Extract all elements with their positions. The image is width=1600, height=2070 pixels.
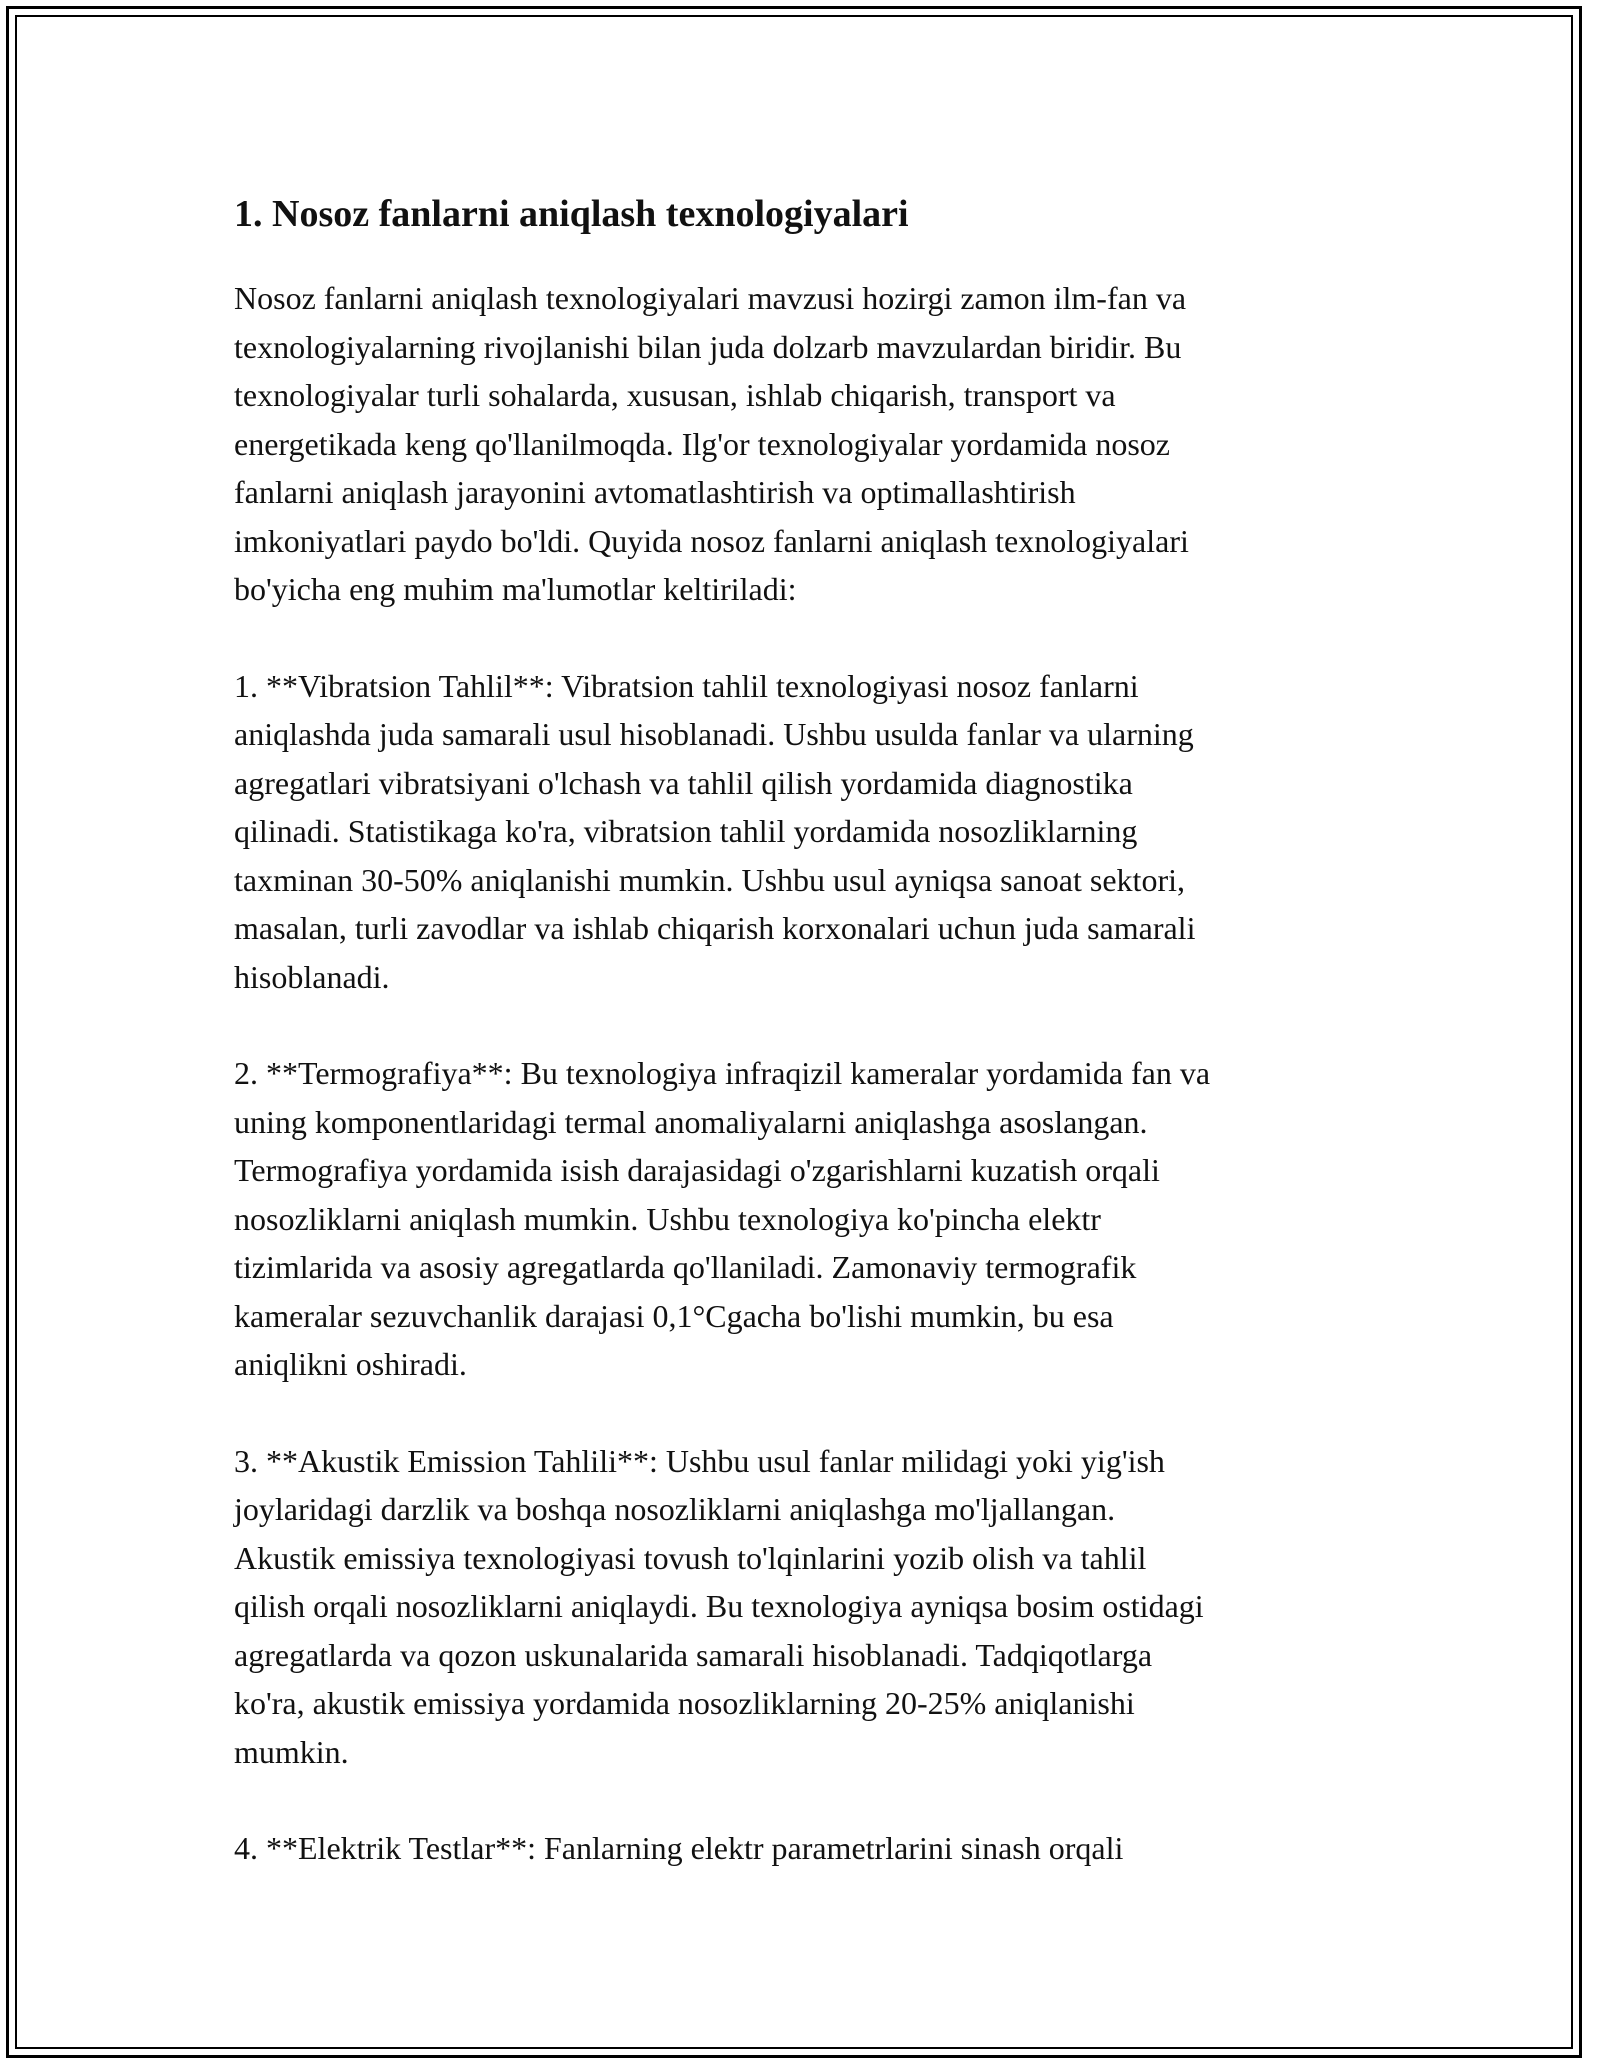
paragraph-akustik-emission: 3. **Akustik Emission Tahlili**: Ushbu usul fanlar milidagi yoki yig'ish joylaridagi darzlik va boshqa nosozliklarni aniqlashga mo'ljallangan. Akustik emissiya texnologiyasi tovush to'lqinlarini yozib olish va tahlil qilish orqali nosozliklarni aniqlaydi. Bu texnologiya ayniqsa bosim ostidagi agregatlarda va qozon uskunalarida samarali hisoblanadi. Tadqiqotlarga ko'ra, akustik emissiya yordamida nosozliklarning 20-25% aniqlanishi mumkin. xyxy=(234,1442,1204,1770)
document-body xyxy=(234,186,1374,1921)
document-title: 1. Nosoz fanlarni aniqlash texnologiyalari xyxy=(234,193,909,235)
paragraph-termografiya: 2. **Termografiya**: Bu texnologiya infraqizil kameralar yordamida fan va uning komponentlaridagi termal anomaliyalarni aniqlashga asoslangan. Termografiya yordamida isish darajasidagi o'zgarishlarni kuzatish orqali nosozliklarni aniqlash mumkin. Ushbu texnologiya ko'pincha elektr tizimlarida va asosiy agregatlarda qo'llaniladi. Zamonaviy termografik kameralar sezuvchanlik darajasi 0,1°Cgacha bo'lishi mumkin, bu esa aniqlikni oshiradi. xyxy=(234,1055,1211,1382)
paragraph-vibratsion-tahlil: 1. **Vibratsion Tahlil**: Vibratsion tahlil texnologiyasi nosoz fanlarni aniqlashda juda samarali usul hisoblanadi. Ushbu usulda fanlar va ularning agregatlari vibratsiyani o'lchash va tahlil qilish yordamida diagnostika qilinadi. Statistikaga ko'ra, vibratsion tahlil yordamida nosozliklarning taxminan 30-50% aniqlanishi mumkin. Ushbu usul ayniqsa sanoat sektori, masalan, turli zavodlar va ishlab chiqarish korxonalari uchun juda samarali hisoblanadi. xyxy=(234,667,1196,995)
paragraph-intro: Nosoz fanlarni aniqlash texnologiyalari mavzusi hozirgi zamon ilm-fan va texnologiyalarning rivojlanishi bilan juda dolzarb mavzulardan biridir. Bu texnologiyalar turli sohalarda, xususan, ishlab chiqarish, transport va energetikada keng qo'llanilmoqda. Ilg'or texnologiyalar yordamida nosoz fanlarni aniqlash jarayonini avtomatlashtirish va optimallashtirish imkoniyatlari paydo bo'ldi. Quyida nosoz fanlarni aniqlash texnologiyalari bo'yicha eng muhim ma'lumotlar keltiriladi: xyxy=(234,280,1189,607)
paragraph-elektrik-testlar: 4. **Elektrik Testlar**: Fanlarning elektr parametrlarini sinash orqali xyxy=(234,1830,1124,1866)
